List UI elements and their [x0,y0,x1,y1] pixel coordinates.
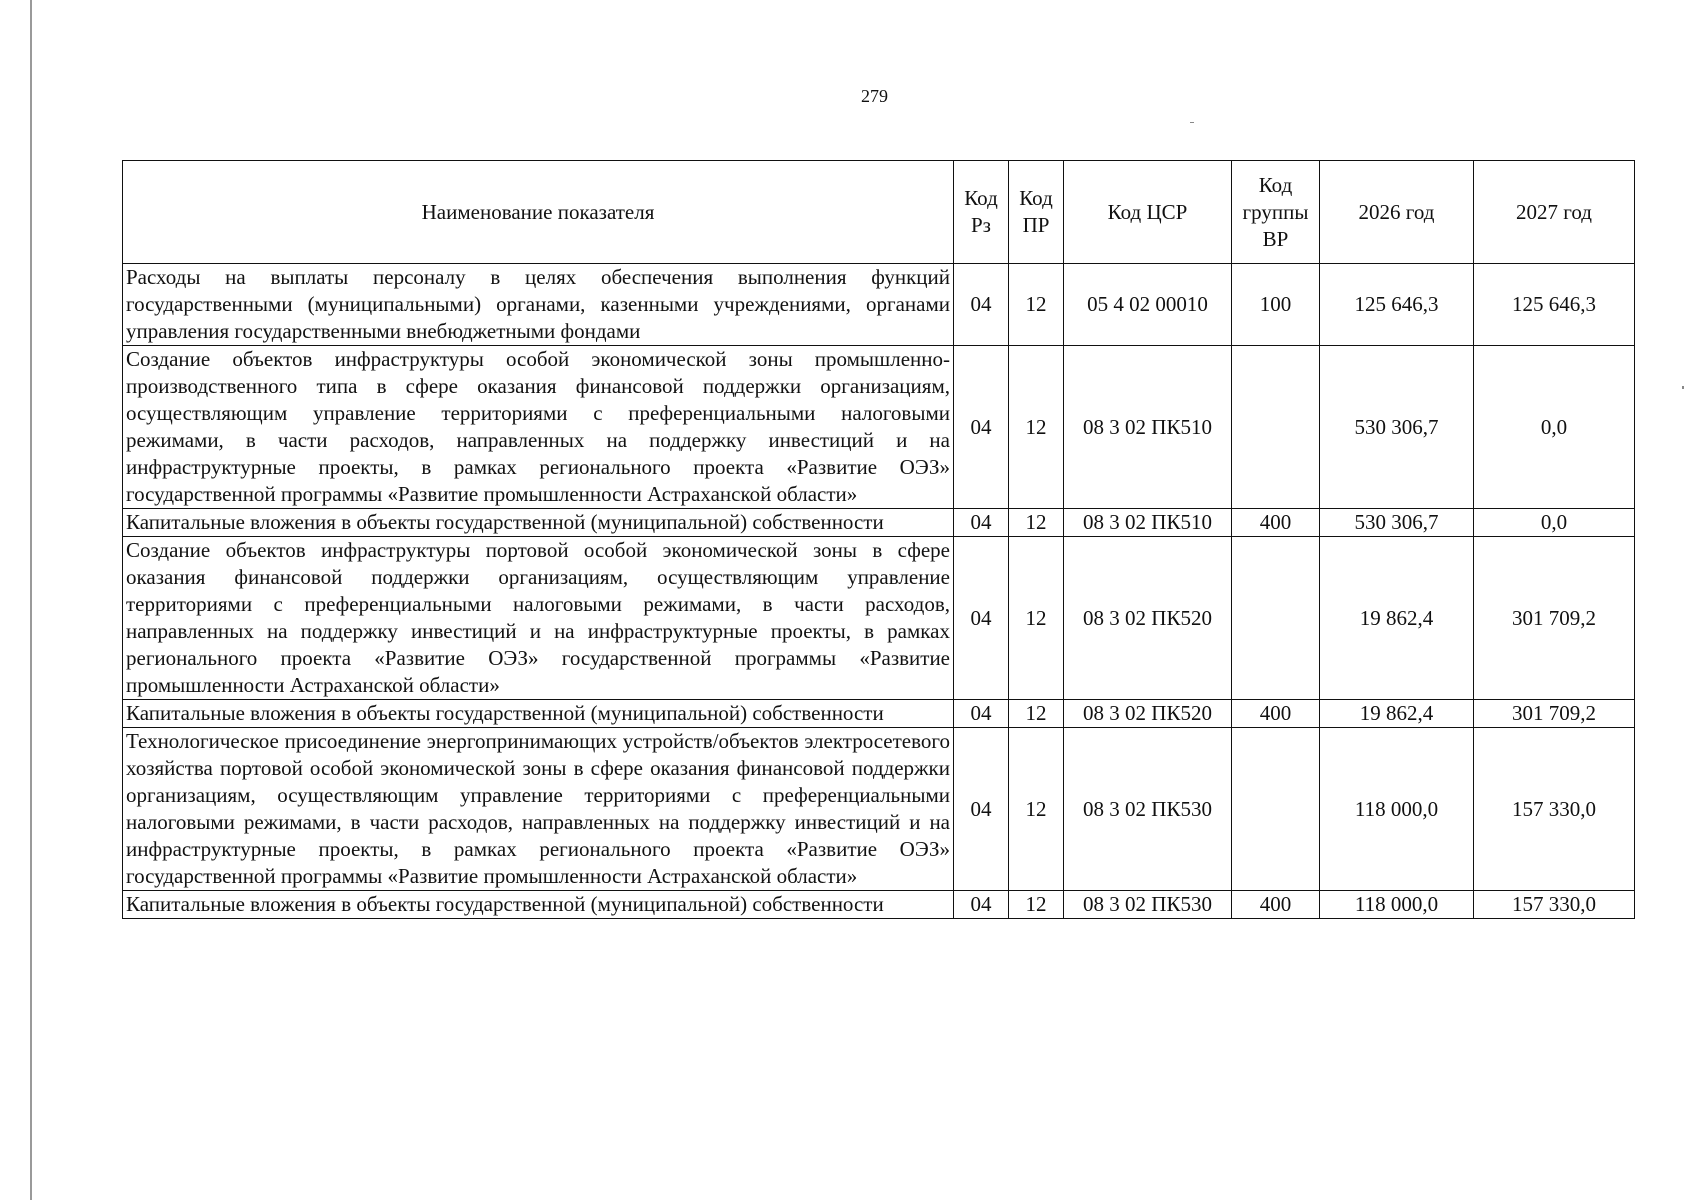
table-row [123,509,1635,537]
row-2027: 157 330,0 [1474,728,1635,891]
table-row [123,537,1635,700]
row-name: Капитальные вложения в объекты государственной (муниципальной) собственности [123,891,954,919]
row-csr: 08 3 02 ПК530 [1064,728,1232,891]
row-vr [1232,537,1320,700]
row-rz: 04 [954,264,1009,346]
row-name: Расходы на выплаты персоналу в целях обеспечения выполнения функций государственными (муниципальными) органами, казенными учреждениями, органами управления государственными внебюджетными фондами [123,264,954,346]
row-csr: 08 3 02 ПК530 [1064,891,1232,919]
table-row [123,891,1635,919]
row-2027: 301 709,2 [1474,537,1635,700]
row-2026: 19 862,4 [1320,700,1474,728]
row-csr: 08 3 02 ПК520 [1064,537,1232,700]
row-2027: 125 646,3 [1474,264,1635,346]
row-name: Создание объектов инфраструктуры особой экономической зоны промышленно-производственного типа в сфере оказания финансовой поддержки организациям, осуществляющим управление территориями с преференциальными налоговыми режимами, в части расходов, направленных на поддержку инвестиций и на инфраструктурные проекты, в рамках регионального проекта «Развитие ОЭЗ» государственной программы «Развитие промышленности Астраханской области» [123,346,954,509]
header-name: Наименование показателя [123,161,954,264]
table-row [123,346,1635,509]
scan-speck [1682,386,1684,389]
row-rz: 04 [954,346,1009,509]
row-2027: 157 330,0 [1474,891,1635,919]
table-row [123,264,1635,346]
row-name: Капитальные вложения в объекты государственной (муниципальной) собственности [123,700,954,728]
row-2026: 118 000,0 [1320,891,1474,919]
row-vr [1232,728,1320,891]
row-name: Технологическое присоединение энергопринимающих устройств/объектов электросетевого хозяйства портовой особой экономической зоны в сфере оказания финансовой поддержки организациям, осуществляющим управление территориями с преференциальными налоговыми режимами, в части расходов, направленных на поддержку инвестиций и на инфраструктурные проекты, в рамках регионального проекта «Развитие ОЭЗ» государственной программы «Развитие промышленности Астраханской области» [123,728,954,891]
row-pr: 12 [1009,700,1064,728]
row-2026: 118 000,0 [1320,728,1474,891]
header-pr: Код ПР [1009,161,1064,264]
row-csr: 08 3 02 ПК520 [1064,700,1232,728]
header-vr: Код группы ВР [1232,161,1320,264]
row-pr: 12 [1009,509,1064,537]
row-vr [1232,346,1320,509]
row-csr: 08 3 02 ПК510 [1064,509,1232,537]
row-rz: 04 [954,537,1009,700]
row-csr: 08 3 02 ПК510 [1064,346,1232,509]
binding-edge-line [30,0,32,1200]
row-pr: 12 [1009,264,1064,346]
header-rz: Код Рз [954,161,1009,264]
budget-table [122,160,1635,919]
table-header-row [123,161,1635,264]
row-vr: 100 [1232,264,1320,346]
row-name: Создание объектов инфраструктуры портовой особой экономической зоны в сфере оказания финансовой поддержки организациям, осуществляющим управление территориями с преференциальными налоговыми режимами, в части расходов, направленных на поддержку инвестиций и на инфраструктурные проекты, в рамках регионального проекта «Развитие ОЭЗ» государственной программы «Развитие промышленности Астраханской области» [123,537,954,700]
row-2027: 301 709,2 [1474,700,1635,728]
row-2026: 125 646,3 [1320,264,1474,346]
row-rz: 04 [954,700,1009,728]
row-2026: 530 306,7 [1320,346,1474,509]
table-row [123,700,1635,728]
row-csr: 05 4 02 00010 [1064,264,1232,346]
table-row [123,728,1635,891]
scan-speck [1190,122,1194,123]
row-rz: 04 [954,509,1009,537]
row-2027: 0,0 [1474,509,1635,537]
row-pr: 12 [1009,346,1064,509]
row-rz: 04 [954,728,1009,891]
row-name: Капитальные вложения в объекты государственной (муниципальной) собственности [123,509,954,537]
row-pr: 12 [1009,728,1064,891]
row-vr: 400 [1232,700,1320,728]
header-2026: 2026 год [1320,161,1474,264]
row-rz: 04 [954,891,1009,919]
row-vr: 400 [1232,891,1320,919]
header-2027: 2027 год [1474,161,1635,264]
page-number: 279 [861,86,888,106]
row-pr: 12 [1009,537,1064,700]
row-pr: 12 [1009,891,1064,919]
row-2026: 19 862,4 [1320,537,1474,700]
header-csr: Код ЦСР [1064,161,1232,264]
row-vr: 400 [1232,509,1320,537]
row-2027: 0,0 [1474,346,1635,509]
row-2026: 530 306,7 [1320,509,1474,537]
